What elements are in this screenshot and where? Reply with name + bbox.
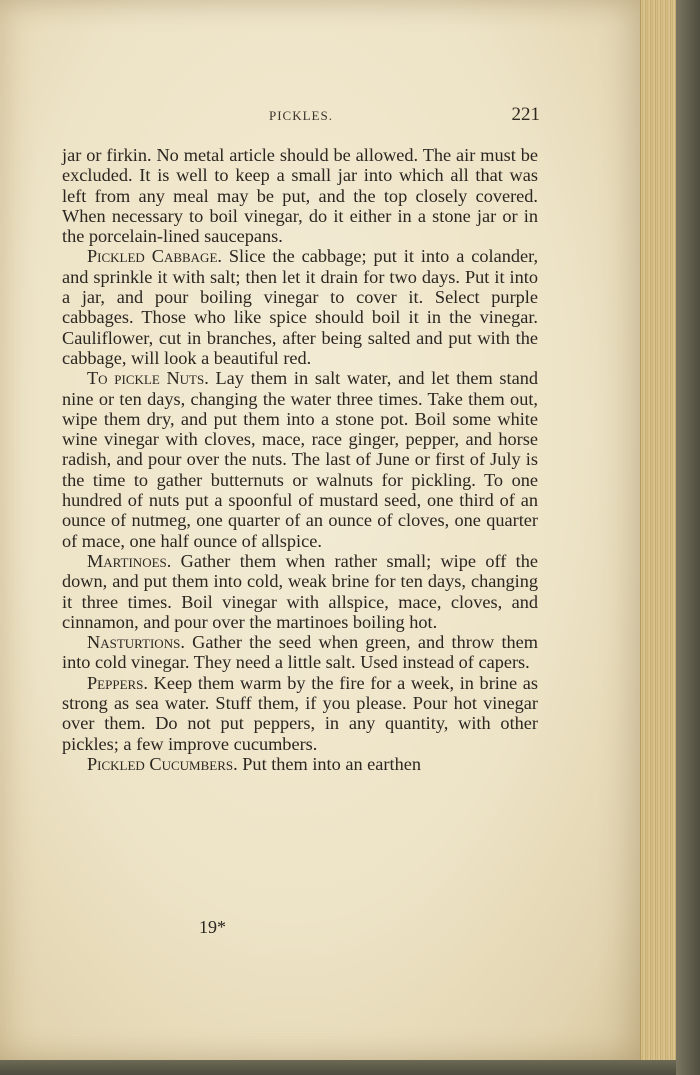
recipe-heading: Pickled Cucumbers. xyxy=(87,753,238,774)
running-head: PICKLES. xyxy=(269,108,333,123)
recipe-heading: Pickled Cabbage. xyxy=(87,246,222,267)
paragraph-pickled-cucumbers xyxy=(62,754,538,774)
paragraph-pickled-cabbage xyxy=(62,246,538,368)
paragraph-peppers xyxy=(62,673,538,754)
book-cover-bottom xyxy=(0,1060,676,1075)
paragraph-text: Put them into an earthen xyxy=(237,753,421,774)
paragraph-text: Keep them warm by the fire for a week, in brine as strong as sea water. Stuff them, if you please. Pour hot vinegar over them. Do not put peppers, in any quantity, with other pickles; a few improve cucumbers. xyxy=(62,672,538,754)
paragraph-text: Gather the seed when green, and throw them into cold vinegar. They need a little salt. Used instead of capers. xyxy=(62,632,538,673)
page-header xyxy=(62,104,540,130)
paragraph-martinoes xyxy=(62,551,538,632)
body-text xyxy=(62,145,538,774)
recipe-heading: Martinoes. xyxy=(87,550,172,571)
recipe-heading: Peppers. xyxy=(87,672,148,693)
paragraph-text: jar or firkin. No metal article should be allowed. The air must be excluded. It is well to keep a small jar into which all that was left from any meal may be put, and the top closely covered. When necessary to boil vinegar, do it either in a stone jar or in the porcelain-lined saucepans. xyxy=(62,145,538,247)
book-cover-edge xyxy=(676,0,700,1075)
page-edges xyxy=(640,0,677,1062)
recipe-heading: To pickle Nuts. xyxy=(87,368,209,389)
paragraph-text: Lay them in salt water, and let them stand nine or ten days, changing the water three times. Take them out, wipe them dry, and put them into a stone pot. Boil some white wine vinegar with cloves, mace, race ginger, pepper, and horse radish, and pour over the nuts. The last of June or first of July is the time to gather butternuts or walnuts for pickling. To one hundred of nuts put a spoonful of mustard seed, one third of an ounce of nutmeg, one quarter of an ounce of cloves, one quarter of mace, one half ounce of allspice. xyxy=(62,368,538,551)
paragraph-text: Gather them when rather small; wipe off the down, and put them into cold, weak brine for ten days, changing it three times. Boil vinegar with allspice, mace, cloves, and cinnamon, and pour over the martinoes boiling hot. xyxy=(62,550,538,632)
recipe-heading: Nasturtions. xyxy=(87,632,185,653)
page-number: 221 xyxy=(511,104,540,125)
paragraph-continued xyxy=(62,145,538,246)
paragraph-pickle-nuts xyxy=(62,368,538,551)
paragraph-text: Slice the cabbage; put it into a colander, and sprinkle it with salt; then let it drain for two days. Put it into a jar, and pour boiling vinegar to cover it. Select purple cabbages. Those who like spice should boil it in the vinegar. Cauliflower, cut in branches, after being salted and put with the cabbage, will look a beautiful red. xyxy=(62,246,539,368)
signature-mark: 19* xyxy=(199,917,226,937)
paragraph-nasturtions xyxy=(62,632,538,673)
